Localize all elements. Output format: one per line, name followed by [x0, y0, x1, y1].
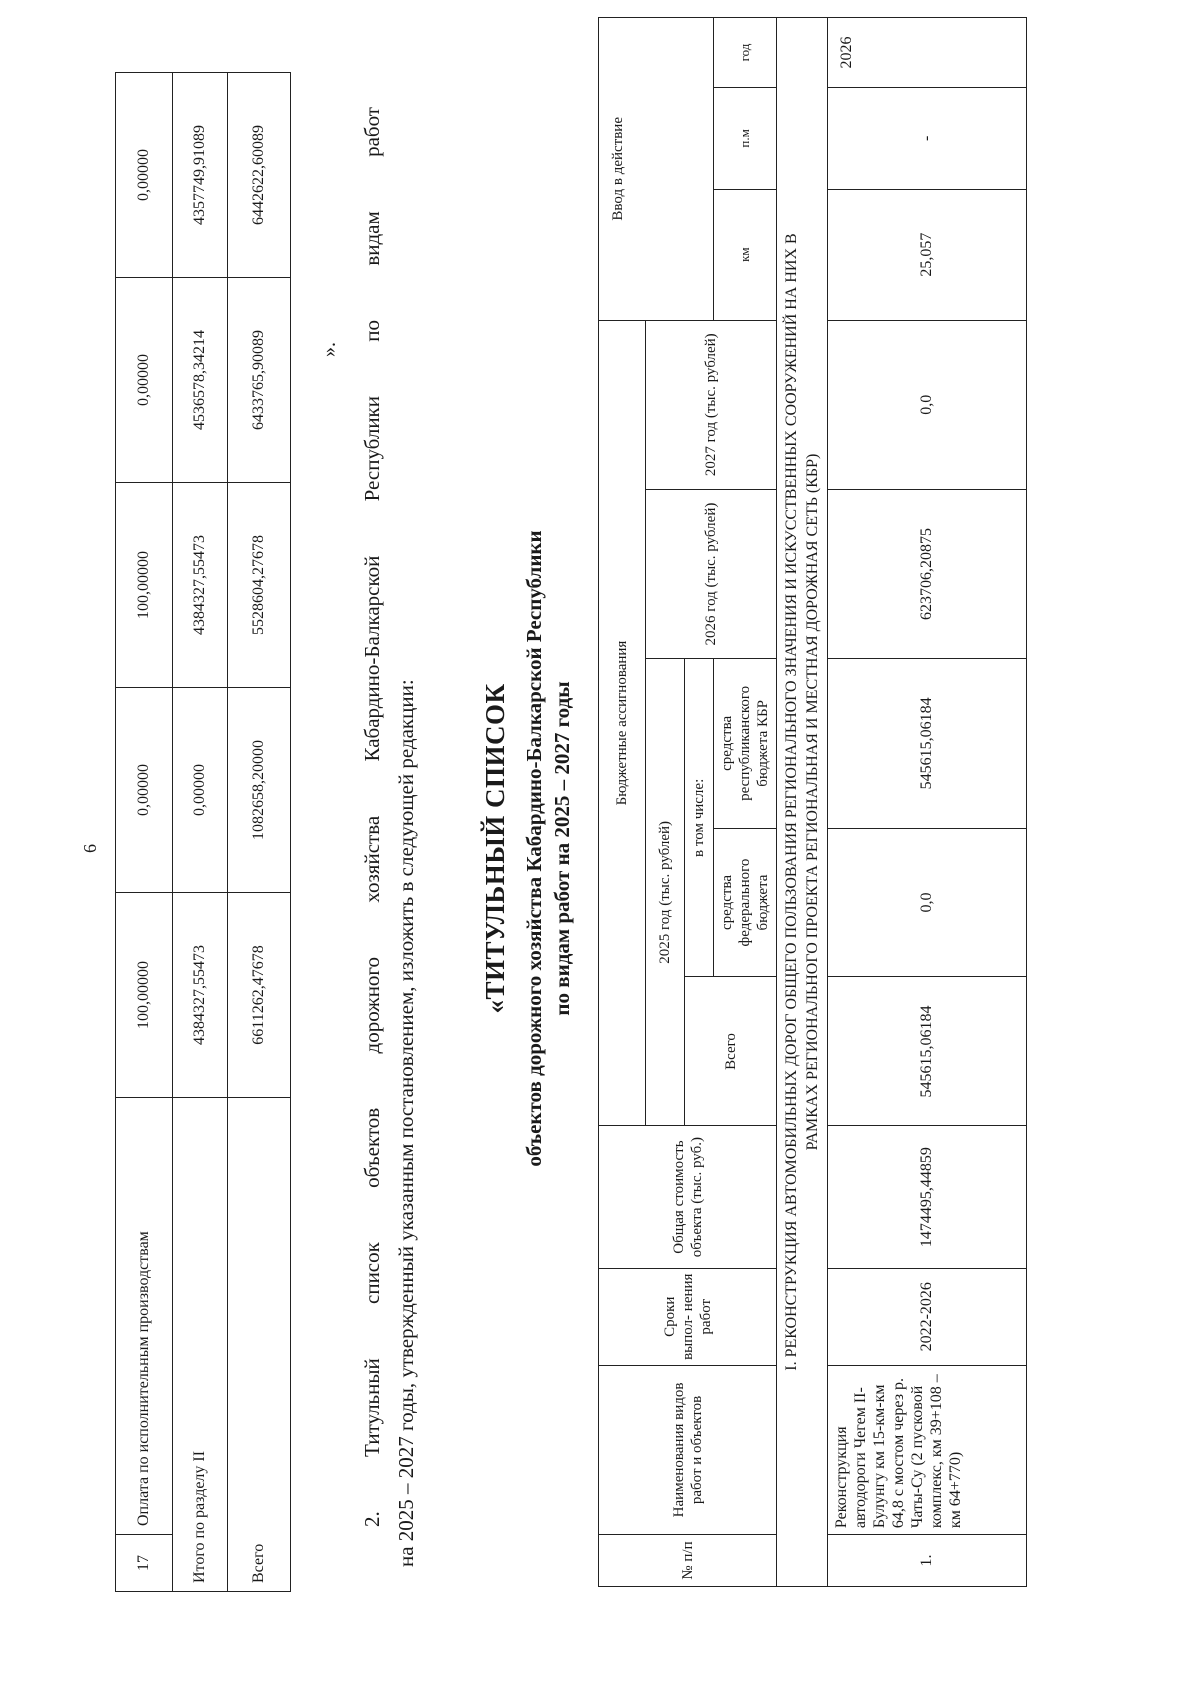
section-title-line: РАМКАХ РЕГИОНАЛЬНОГО ПРОЕКТА РЕГИОНАЛЬНАЯ И МЕСТНАЯ ДОРОЖНАЯ СЕТЬ (КБР) — [804, 453, 821, 1151]
commission-pm: - — [828, 88, 1027, 190]
header-federal: средства федерального бюджета — [714, 828, 777, 977]
table-row — [828, 18, 1027, 1587]
section-title — [777, 18, 828, 1587]
header-terms: Сроки выпол- нения работ — [599, 1268, 777, 1365]
table-row — [116, 73, 173, 1592]
budget-2025-total: 545615,06184 — [828, 977, 1027, 1126]
row-label: Оплата по исполнительным производствам — [116, 1098, 173, 1535]
document-subtitle — [520, 0, 576, 1697]
table-cell: 100,00000 — [116, 483, 173, 688]
row-number: 17 — [116, 1535, 173, 1592]
document-title: «ТИТУЛЬНЫЙ СПИСОК — [480, 683, 510, 1014]
paragraph-line: 2. Титульный список объектов дорожного хозяйства Кабардино-Балкарской Республики по видам работ — [360, 107, 384, 1527]
header-row — [599, 18, 646, 1587]
header-name: Наименования видов работ и объектов — [599, 1365, 777, 1534]
table-cell: 6611262,47678 — [228, 893, 291, 1098]
commission-year: 2026 — [828, 18, 1027, 88]
table-row — [228, 73, 291, 1592]
header-republic: средства республиканского бюджета КБР — [714, 659, 777, 828]
header-year: год — [714, 18, 777, 88]
row-number: 1. — [828, 1535, 1027, 1587]
header-km: км — [714, 189, 777, 320]
header-cost: Общая стоимость объекта (тыс. руб.) — [599, 1126, 777, 1268]
table-cell: 6442622,60089 — [228, 73, 291, 278]
subtitle-line: по видам работ на 2025 – 2027 годы — [550, 681, 574, 1016]
row-label: Итого по разделу II — [173, 1098, 228, 1592]
header-2027: 2027 год (тыс. рублей) — [646, 320, 777, 489]
table-cell: 100,00000 — [116, 893, 173, 1098]
budget-2027: 0,0 — [828, 320, 1027, 489]
object-name: Реконструкция автодороги Чегем II-Булунгу км 15-км-км 64,8 с мостом через р. Чаты-Су (2 пусковой комплекс, км 39+108 – км 64+770) — [828, 1365, 1027, 1534]
closing-quote: ». — [318, 342, 340, 357]
header-2026: 2026 год (тыс. рублей) — [646, 489, 777, 658]
budget-2025-federal: 0,0 — [828, 828, 1027, 977]
section-title-line: I. РЕКОНСТРУКЦИЯ АВТОМОБИЛЬНЫХ ДОРОГ ОБЩЕГО ПОЛЬЗОВАНИЯ РЕГИОНАЛЬНОГО ЗНАЧЕНИЯ И ИСКУССТВЕННЫХ СООРУЖЕНИЙ НА НИХ В — [783, 233, 800, 1371]
table-cell: 6433765,90089 — [228, 278, 291, 483]
header-including: в том числе: — [685, 659, 714, 977]
table-cell: 4384327,55473 — [173, 483, 228, 688]
summary-table — [115, 72, 291, 1592]
table-cell: 1082658,20000 — [228, 688, 291, 893]
header-total: Всего — [685, 977, 777, 1126]
table-row — [173, 73, 228, 1592]
table-cell: 4357749,91089 — [173, 73, 228, 278]
table-cell: 0,00000 — [116, 278, 173, 483]
title-list-table — [598, 17, 1027, 1587]
paragraph-line: на 2025 – 2027 годы, утвержденный указанным постановлением, изложить в следующей редакции: — [394, 679, 418, 1567]
table-cell: 4384327,55473 — [173, 893, 228, 1098]
amendment-paragraph — [355, 107, 423, 1567]
commission-km: 25,057 — [828, 189, 1027, 320]
table-cell: 0,00000 — [116, 688, 173, 893]
table-cell: 0,00000 — [173, 688, 228, 893]
work-terms: 2022-2026 — [828, 1268, 1027, 1365]
budget-2025-republic: 545615,06184 — [828, 659, 1027, 828]
section-row — [777, 18, 828, 1587]
page-number: 6 — [80, 844, 100, 853]
header-2025: 2025 год (тыс. рублей) — [646, 659, 685, 1126]
table-cell: 0,00000 — [116, 73, 173, 278]
object-cost: 1474495,44859 — [828, 1126, 1027, 1268]
budget-2026: 623706,20875 — [828, 489, 1027, 658]
header-commission: Ввод в действие — [599, 18, 714, 321]
header-pm: п.м — [714, 88, 777, 190]
table-cell: 5528604,27678 — [228, 483, 291, 688]
row-label: Всего — [228, 1098, 291, 1592]
header-num: № п/п — [599, 1535, 777, 1587]
subtitle-line: объектов дорожного хозяйства Кабардино-Балкарской Республики — [522, 530, 546, 1167]
table-cell: 4536578,34214 — [173, 278, 228, 483]
header-budget: Бюджетные ассигнования — [599, 320, 646, 1126]
